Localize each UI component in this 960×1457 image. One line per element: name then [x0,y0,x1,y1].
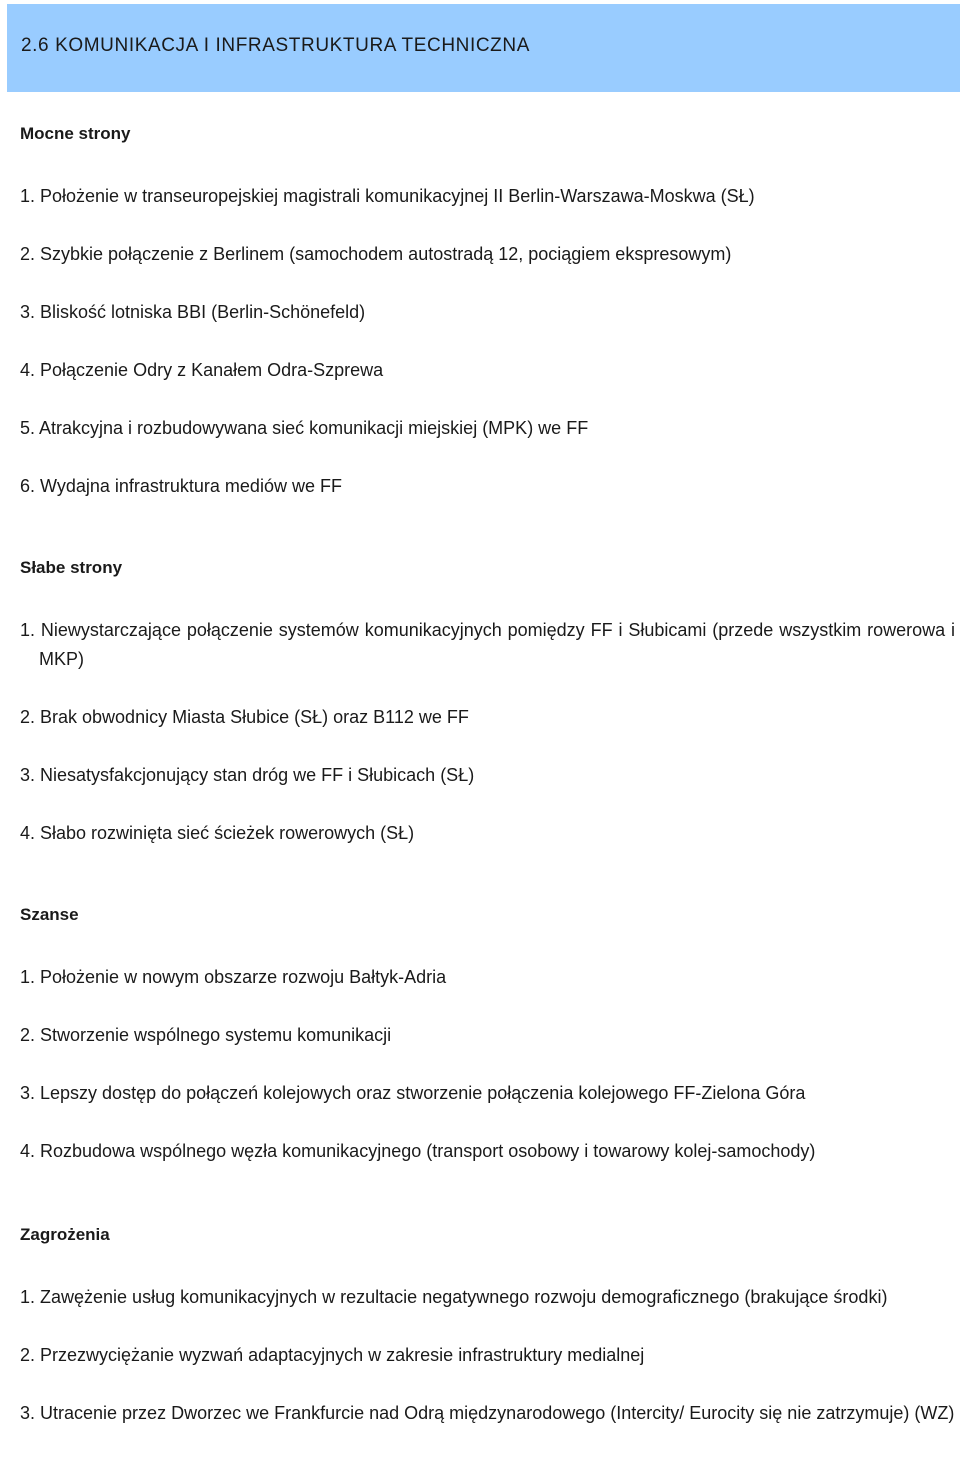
list-item: 4. Rozbudowa wspólnego węzła komunikacyjnego (transport osobowy i towarowy kolej-samochody) [20,1141,816,1161]
list-item: 1. Zawężenie usług komunikacyjnych w rezultacie negatywnego rozwoju demograficznego (brakujące środki) [20,1287,888,1307]
list-item: 1. Położenie w nowym obszarze rozwoju Bałtyk-Adria [20,967,447,987]
strengths-list [20,182,955,501]
list-item: 4. Połączenie Odry z Kanałem Odra-Szprewa [20,360,384,380]
section-strengths [20,124,955,530]
list-item: 3. Bliskość lotniska BBI (Berlin-Schönefeld) [20,302,366,322]
list-item: 1. Położenie w transeuropejskiej magistrali komunikacyjnej II Berlin-Warszawa-Moskwa (SŁ) [20,186,755,206]
section-heading: Szanse [20,905,79,924]
list-item: 3. Niesatysfakcjonujący stan dróg we FF i Słubicach (SŁ) [20,765,475,785]
list-item: 5. Atrakcyjna i rozbudowywana sieć komunikacji miejskiej (MPK) we FF [20,418,589,438]
list-item: 2. Stworzenie wspólnego systemu komunikacji [20,1025,392,1045]
section-threats [20,1225,955,1457]
section-weaknesses [20,558,955,877]
weaknesses-list [20,616,955,848]
threats-list [20,1283,955,1428]
section-title: 2.6 KOMUNIKACJA I INFRASTRUKTURA TECHNICZNA [21,35,530,56]
opportunities-list [20,963,955,1166]
list-item: 2. Przezwyciężanie wyzwań adaptacyjnych w zakresie infrastruktury medialnej [20,1345,645,1365]
list-item: 3. Utracenie przez Dworzec we Frankfurcie nad Odrą międzynarodowego (Intercity/ Eurocity się nie zatrzymuje) (WZ) [20,1403,955,1423]
list-item: 4. Słabo rozwinięta sieć ścieżek rowerowych (SŁ) [20,823,415,843]
section-heading: Mocne strony [20,124,131,143]
list-item: 1. Niewystarczające połączenie systemów komunikacyjnych pomiędzy FF i Słubicami (przede wszystkim rowerowa i MKP) [20,620,955,669]
section-header-bar [7,4,960,92]
section-heading: Słabe strony [20,558,123,577]
list-item: 3. Lepszy dostęp do połączeń kolejowych oraz stworzenie połączenia kolejowego FF-Zielona Góra [20,1083,806,1103]
list-item: 2. Szybkie połączenie z Berlinem (samochodem autostradą 12, pociągiem ekspresowym) [20,244,732,264]
section-heading: Zagrożenia [20,1225,110,1244]
list-item: 2. Brak obwodnicy Miasta Słubice (SŁ) oraz B112 we FF [20,707,469,727]
list-item: 6. Wydajna infrastruktura mediów we FF [20,476,342,496]
section-opportunities [20,905,955,1195]
